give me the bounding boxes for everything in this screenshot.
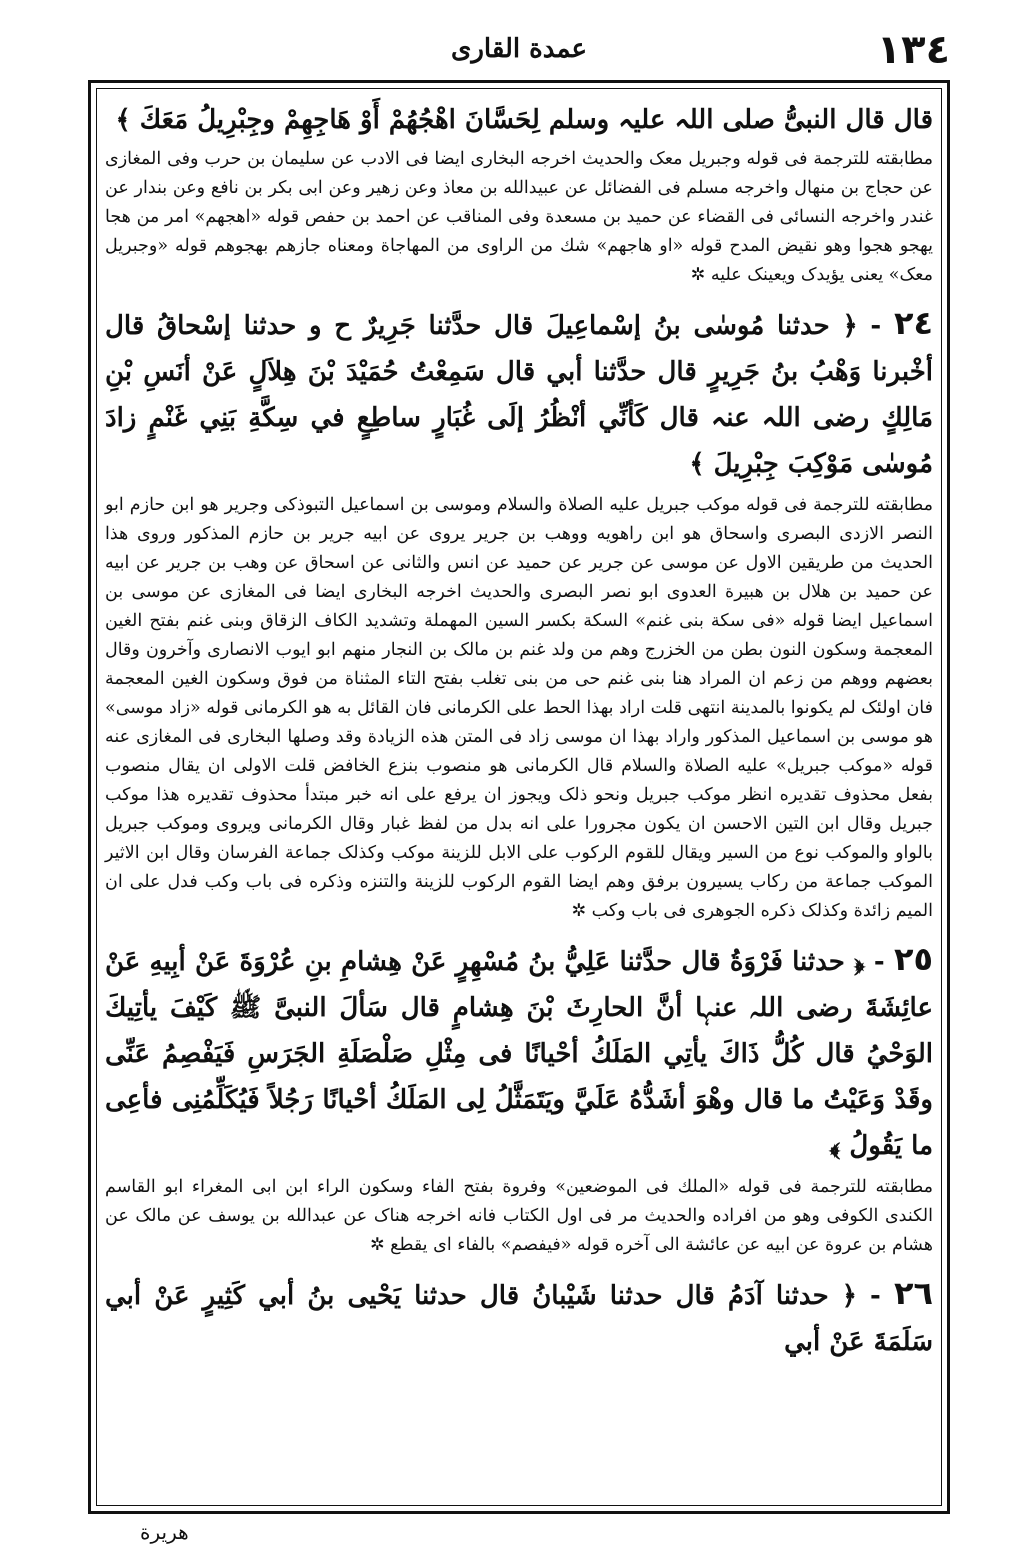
hadith-26-number: ٢٦ xyxy=(893,1274,934,1312)
hadith-24-text: ﴿ حدثنا مُوسٰى بنُ إسْماعِيلَ قال حدَّثنا جَرِيرٌ ح و حدثنا إسْحاقُ قال أخْبرنا وَهْبُ بنُ جَرِيرٍ قال حدَّثنا أبي قال سَمِعْتُ حُمَيْدَ بْنَ هِلاَلٍ عَنْ أنَسِ بْنِ مَالِكٍ رضی اللہ عنہ قال كَأنِّي أنْظُرُ إلَى غُبَارٍ ساطِعٍ في سِكَّةِ بَنِي غَنْمٍ زادَ مُوسٰى مَوْكِبَ جِبْرِيلَ ﴾ xyxy=(105,311,933,479)
text-frame xyxy=(88,80,950,1514)
commentary-23: مطابقته للترجمة فی قوله وجبريل معک والحديث اخرجه البخاری ايضا فی الادب عن سليمان بن حرب وفی المغازی عن حجاج بن منهال واخرجه مسلم فی الفضائل عن عبيدالله بن معاذ وعن زهير وعن ابی بكر بن نافع وعن بندار عن غندر واخرجه النسائی فی القضاء عن حميد بن مسعدة وفی المناقب عن احمد بن حفص قوله «اهجهم» امر من هجا يهجو هجوا وهو نقيض المدح قوله «او هاجهم» شك من الراوی من المهاجاة ومعناه جازهم بهجوهم قوله «وجبريل معک» يعنی يؤيدک ويعينک عليه ✲ xyxy=(105,149,933,285)
page-number: ١٣٤ xyxy=(876,27,950,73)
commentary-25: مطابقته للترجمة فی قوله «الملك فی الموضعين» وفروة بفتح الفاء وسكون الراء ابن ابی المغراء ابو القاسم الكندی الكوفی وهو من افراده والحديث مر فی اول الكتاب فانه اخرجه هناک عن عبدالله بن يوسف عن مالک عن هشام بن عروة عن ابيه عن عائشة الى آخره قوله «فيفصم» بالفاء ای يقطع ✲ xyxy=(105,1177,933,1255)
page-header xyxy=(88,28,950,72)
hadith-23 xyxy=(105,97,933,143)
main-text xyxy=(105,97,933,1365)
hadith-24: ٢٤ - ﴿ حدثنا مُوسٰى بنُ إسْماعِيلَ قال حدَّثنا جَرِيرٌ ح و حدثنا إسْحاقُ قال أخْبرنا وَهْبُ بنُ جَرِيرٍ قال حدَّثنا أبي قال سَمِعْتُ حُمَيْدَ بْنَ هِلاَلٍ عَنْ أنَسِ بْنِ مَالِكٍ رضی اللہ عنہ قال كَأنِّي أنْظُرُ إلَى غُبَارٍ ساطِعٍ في سِكَّةِ بَنِي غَنْمٍ زادَ مُوسٰى مَوْكِبَ جِبْرِيلَ ﴾ xyxy=(105,304,934,479)
hadith-26: ٢٦ - ﴿ حدثنا آدَمُ قال حدثنا شَيْبانُ قال حدثنا يَحْيى بنُ أبي كَثِيرٍ عَنْ أبي سَلَمَةَ عَنْ أبي xyxy=(105,1274,934,1357)
hadith-23-text: قال قال النبیُّ صلی اللہ علیہ وسلم لِحَسَّانَ اهْجُهُمْ أَوْ هَاجِهِمْ وجِبْرِيلُ مَعَكَ ﴾ xyxy=(115,105,933,135)
catchword: هريرة xyxy=(140,1520,189,1544)
hadith-24-number: ٢٤ xyxy=(893,304,934,342)
commentary-24: مطابقته للترجمة فی قوله موکب جبريل عليه الصلاة والسلام وموسى بن اسماعيل التبوذكی وجرير هو ابن حازم ابو النصر الازدی البصری واسحاق هو ابن راهويه ووهب بن جرير يروی عن ابيه جرير بن حازم المذكور وروى هذا الحديث من طريقين الاول عن موسى عن جرير عن حميد عن انس والثانی عن اسحاق عن وهب بن جرير عن ابيه عن حميد بن هلال بن هبيرة العدوی ابو نصر البصری والحديث اخرجه البخاری ايضا فی المغازی عن موسى بن اسماعيل ايضا قوله «فی سكة بنی غنم» السكة بكسر السين المهملة وتشديد الكاف الزقاق وبنی غنم بفتح الغين المعجمة وسكون النون بطن من الخزرج وهم من ولد غنم بن مالک بن النجار منهم ابو ايوب الانصاری وآخرون وقال بعضهم ووهم من زعم ان المراد هنا بنی غنم حی من بنی تغلب بفتح التاء المثناة من فوق وسكون الغين المعجمة فان اولئک لم يكونوا بالمدينة انتهى قلت اراد بهذا الحط على الكرمانی فان القائل به هو الكرمانی قوله «زاد موسى» هو موسى بن اسماعيل المذكور واراد بهذا ان موسى زاد فی المتن هذه الزيادة وقد وصلها البخاری فی المغازی عنه قوله «موکب جبريل» عليه الصلاة والسلام قال الكرمانی هو منصوب بنزع الخافض قلت الاولى ان يقال منصوب بفعل محذوف تقديره انظر موکب جبريل ونحو ذلک ويجوز ان يرفع على انه خبر مبتدأ محذوف تقديره هذا موکب جبريل وقال ابن التين الاحسن ان يكون مجرورا على انه بدل من لفظ غبار وقال الكرمانی ويروى وموکب جبريل بالواو والموکب نوع من السير ويقال للقوم الركوب على الابل للزينة موکب وكذلک جماعة الفرسان وقال ابن الاثير الموکب جماعة من ركاب يسيرون برفق وهم ايضا القوم الركوب للزينة والتنزه وذكره فی باب وكب فدل على ان الميم زائدة وكذلک ذكره الجوهری فی باب وكب ✲ xyxy=(105,495,933,921)
hadith-26-text: ﴿ حدثنا آدَمُ قال حدثنا شَيْبانُ قال حدثنا يَحْيى بنُ أبي كَثِيرٍ عَنْ أبي سَلَمَةَ عَنْ أبي xyxy=(105,1281,933,1357)
running-title: عمدة القاری xyxy=(451,34,587,64)
hadith-25: ٢٥ - ﴿ حدثنا فَرْوَةُ قال حدَّثنا عَلِيُّ بنُ مُسْهِرٍ عَنْ هِشامِ بنِ عُرْوَةَ عَنْ أبِيهِ عَنْ عائِشَةَ رضی اللہ عنہا أنَّ الحارِثَ بْنَ هِشامٍ قال سَألَ النبیَّ ﷺ كَيْفَ يأتِيكَ الوَحْيُ قال كُلُّ ذَاكَ يأتِي المَلَكُ أحْيانًا فی مِثْلِ صَلْصَلَةِ الجَرَسِ فَيَفْصِمُ عَنِّی وقَدْ وَعَيْتُ ما قال وهْوَ أشَدُّهُ عَلَيَّ ويَتَمَثَّلُ لِی المَلَكُ أحْيانًا رَجُلاً فَيُكَلِّمُنِی فأعِی ما يَقُولُ ﴾ xyxy=(105,940,934,1161)
hadith-25-text: ﴿ حدثنا فَرْوَةُ قال حدَّثنا عَلِيُّ بنُ مُسْهِرٍ عَنْ هِشامِ بنِ عُرْوَةَ عَنْ أبِيهِ عَنْ عائِشَةَ رضی اللہ عنہا أنَّ الحارِثَ بْنَ هِشامٍ قال سَألَ النبیَّ ﷺ كَيْفَ يأتِيكَ الوَحْيُ قال كُلُّ ذَاكَ يأتِي المَلَكُ أحْيانًا فی مِثْلِ صَلْصَلَةِ الجَرَسِ فَيَفْصِمُ عَنِّی وقَدْ وَعَيْتُ ما قال وهْوَ أشَدُّهُ عَلَيَّ ويَتَمَثَّلُ لِی المَلَكُ أحْيانًا رَجُلاً فَيُكَلِّمُنِی فأعِی ما يَقُولُ ﴾ xyxy=(105,947,933,1161)
hadith-25-number: ٢٥ xyxy=(893,940,934,978)
